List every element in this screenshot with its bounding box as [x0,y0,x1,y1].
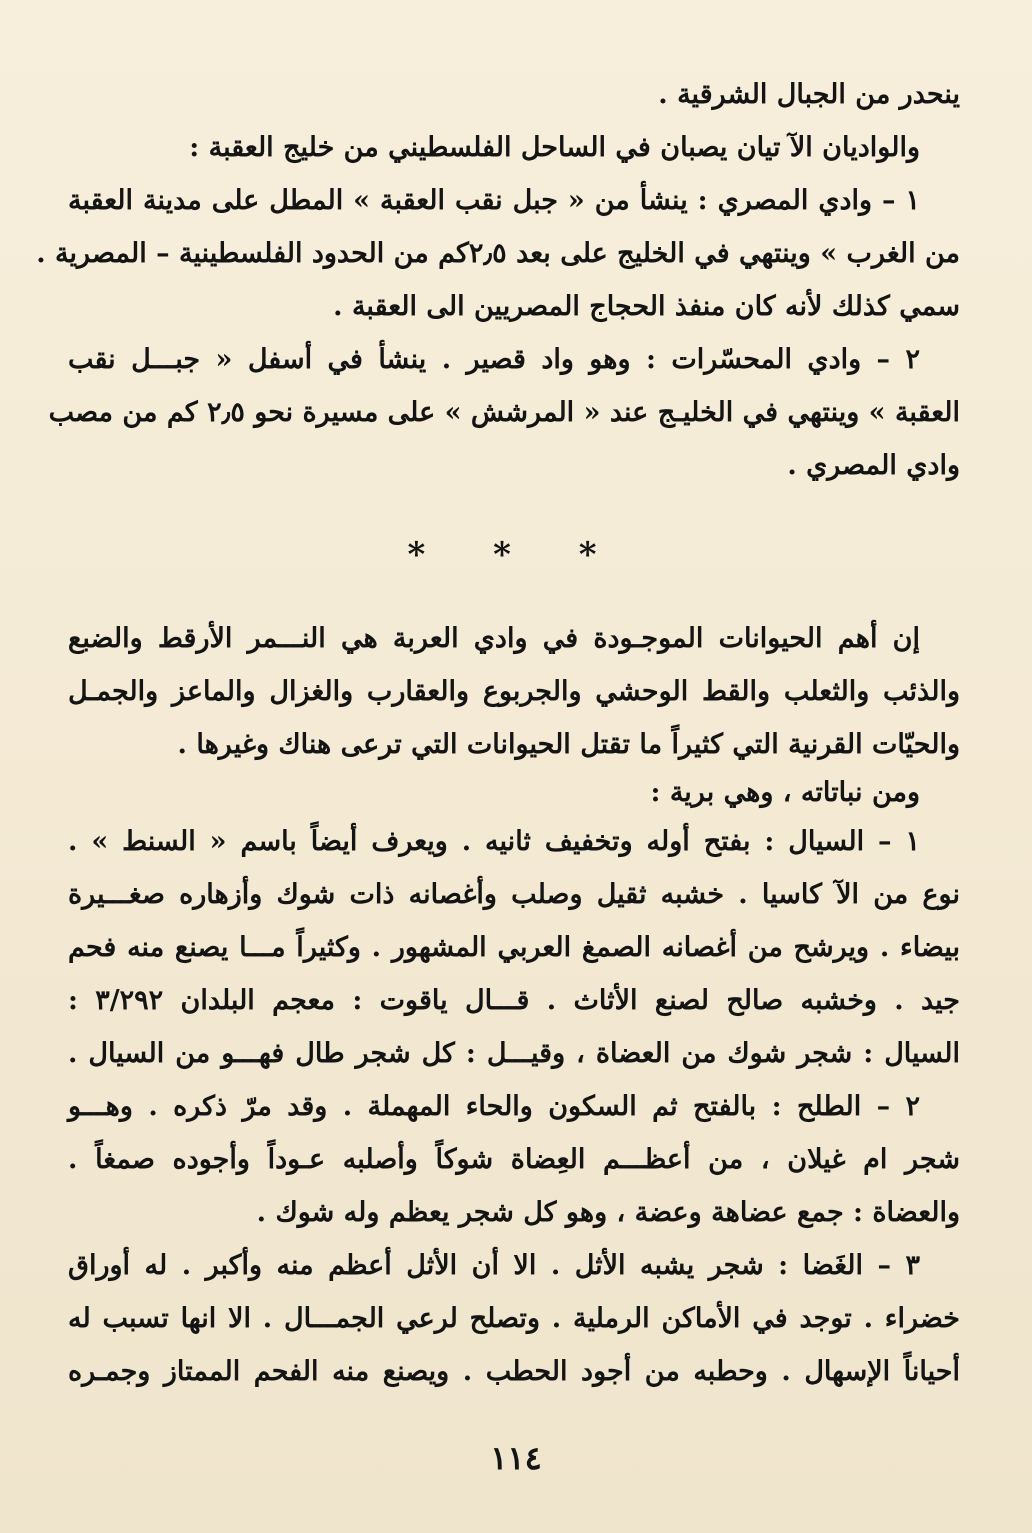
text-line: والذئب والثعلب والقط الوحشي والجربوع والعقارب والغزال والماعز والجمـل [68,676,960,707]
section-rivers [36,68,960,492]
text-line: ٣ – الغَضا : شجر يشبه الأثل . الا أن الأثل أعظم منه وأكبر . له أوراق [68,1250,920,1281]
text-line: ٢ – الطلح : بالفتح ثم السكون والحاء المهملة . وقد مرّ ذكره . وهـــو [68,1091,920,1122]
page-number: ١١٤ [490,1439,542,1477]
text-line: أحياناً الإسهال . وحطبه من أجود الحطب . ويصنع منه الفحم الممتاز وجمـره [68,1356,960,1387]
text-line: شجر ام غيلان ، من أعظـــم العِضاة شوكاً وأصلبه عـوداً وأجوده صمغاً . [68,1144,960,1175]
text-line: نوع من الآ كاسيا . خشبه ثقيل وصلب وأغصانه ذات شوك وأزهاره صغـــيرة [68,879,960,910]
text-line: خضراء . توجد في الأماكن الرملية . وتصلح لرعي الجمـــال . الا انها تسبب له [68,1303,960,1334]
text-line: جيد . وخشبه صالح لصنع الأثاث . قـــال ياقوت : معجم البلدان ٣/٢٩٢ : [68,985,960,1016]
text-line: بيضاء . ويرشح من أغصانه الصمغ العربي المشهور . وكثيراً مـــا يصنع منه فحم [68,932,960,963]
section-separator: * * * [407,535,625,575]
section-fauna-flora [68,612,960,1398]
text-line: ٢ – وادي المحسّرات : وهو واد قصير . ينشأ في أسفل « جبـــل نقب [68,344,920,375]
text-line: ١ – السيال : بفتح أوله وتخفيف ثانيه . ويعرف أيضاً باسم « السنط » . [68,826,920,857]
text-line: ومن نباتاته ، وهي برية : [650,777,920,808]
text-line: السيال : شجر شوك من العضاة ، وقيـــل : كل شجر طال فهـــو من السيال . [68,1038,960,1069]
text-line: والواديان الآ تيان يصبان في الساحل الفلسطيني من خليج العقبة : [189,132,920,163]
text-line: العقبة » وينتهي في الخليـج عند « المرشش » على مسيرة نحو ٢٫٥ كم من مصب [48,397,960,428]
text-line: ينحدر من الجبال الشرقية . [658,79,960,110]
text-line: إن أهم الحيوانات الموجـودة في وادي العربة هي النـــمر الأرقط والضبع [68,623,920,654]
text-line: من الغرب » وينتهي في الخليج على بعد ٢٫٥كم من الحدود الفلسطينية – المصرية . [36,238,960,269]
text-line: والعضاة : جمع عضاهة وعضة ، وهو كل شجر يعظم وله شوك . [256,1197,960,1228]
text-line: وادي المصري . [787,450,960,481]
text-line: ١ – وادي المصري : ينشأ من « جبل نقب العقبة » المطل على مدينة العقبة [68,185,920,216]
text-line: سمي كذلك لأنه كان منفذ الحجاج المصريين الى العقبة . [333,291,960,322]
text-line: والحيّات القرنية التي كثيراً ما تقتل الحيوانات التي ترعى هناك وغيرها . [177,729,960,760]
